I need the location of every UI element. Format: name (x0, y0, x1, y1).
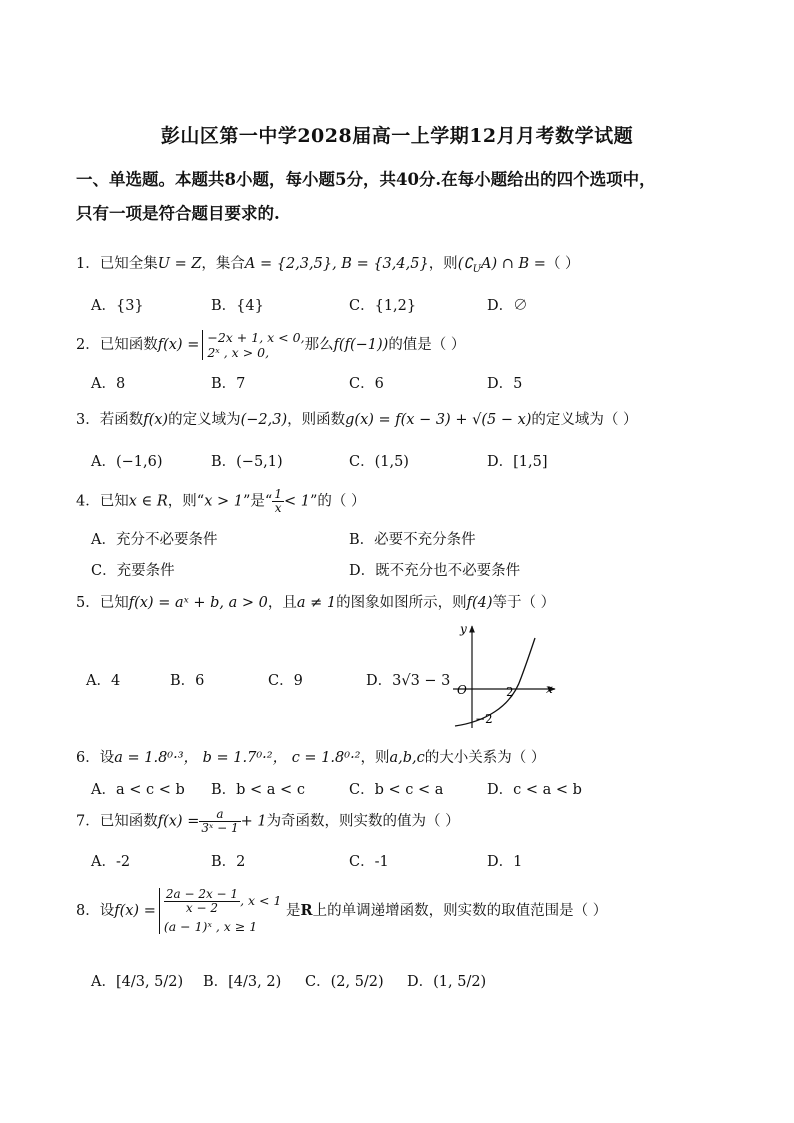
option-c[interactable]: C．6 (349, 376, 384, 392)
q7-math: f(x) = (157, 813, 200, 830)
y-axis-label: y (460, 622, 467, 636)
page-title: 彭山区第一中学2028届高一上学期12月月考数学试题 (160, 125, 634, 147)
q4-math: < 1 (283, 493, 310, 510)
q5-text: ，且 (267, 595, 297, 611)
q3-math: (−2,3) (240, 412, 288, 428)
option-c[interactable]: C．b < c < a (349, 782, 444, 798)
section-heading-line1: 一、单选题。本题共8小题，每小题5分，共40分.在每小题给出的四个选项中， (76, 170, 656, 189)
q7-text: 为奇函数，则实数的值为（ ） (266, 813, 460, 830)
option-d[interactable]: D．5 (487, 376, 523, 392)
q8-piece-2: (a − 1)ˣ , x ≥ 1 (163, 919, 258, 934)
option-d[interactable]: D．c < a < b (487, 782, 582, 798)
q8-text: 上的单调递增函数，则实数的取值范围是（ ） (312, 903, 608, 919)
option-a[interactable]: A．-2 (91, 854, 131, 870)
q4-text: 4．已知 (76, 493, 129, 510)
x-axis-label: x (546, 682, 553, 696)
question-1-stem (76, 252, 726, 275)
option-b[interactable]: B．(−5,1) (211, 454, 283, 470)
q8-fraction (164, 888, 240, 915)
question-7-options (91, 850, 731, 870)
q3-math: g(x) = f(x − 3) + √(5 − x) (345, 412, 532, 428)
q3-text: 的定义域为（ ） (531, 412, 638, 428)
q7-fraction (199, 808, 240, 835)
option-a[interactable]: A．a < c < b (91, 782, 185, 798)
q8-math: f(x) = (114, 903, 156, 919)
option-b[interactable]: B．必要不充分条件 (349, 532, 476, 548)
origin-label: O (457, 683, 467, 697)
q8-fraction-numerator: 2a − 2x − 1 (165, 887, 239, 901)
q1-text: （ ） (545, 256, 580, 272)
x-tick-label: 2 (506, 685, 514, 699)
question-7-stem (76, 808, 726, 835)
question-2-options (91, 372, 731, 392)
q7-fraction-numerator: a (199, 808, 240, 822)
q8-fraction-denominator: x − 2 (185, 901, 218, 915)
q1-math: (∁ (457, 256, 473, 272)
q2-math: f(f(−1)) (333, 337, 389, 353)
option-c[interactable]: C．9 (268, 673, 303, 689)
q5-text: 等于（ ） (492, 595, 556, 611)
option-b[interactable]: B．b < a < c (211, 782, 305, 798)
q8-piecewise (159, 888, 282, 934)
q6-math: a,b,c (389, 750, 425, 766)
question-5-options (86, 669, 726, 689)
q6-text: 6．设 (76, 750, 115, 766)
option-d[interactable]: D．[1,5] (487, 454, 548, 470)
q2-piece-1: −2x + 1, x < 0, (207, 330, 305, 345)
q4-text: ”是“ (242, 493, 273, 510)
q8-text: 8．设 (76, 903, 115, 919)
option-d[interactable]: D．(1, 5/2) (407, 974, 487, 990)
q1-text: ，则 (428, 256, 458, 272)
y-tick-label: −2 (475, 712, 493, 726)
option-b[interactable]: B．7 (211, 376, 246, 392)
q5-text: 的图象如图所示，则 (336, 595, 467, 611)
q8-math: R (300, 902, 313, 919)
option-b[interactable]: B．{4} (211, 298, 264, 314)
q4-math: x > 1 (204, 493, 243, 510)
q4-text: ”的（ ） (309, 493, 366, 510)
q8-piece-1 (164, 888, 282, 915)
question-4-stem (76, 488, 726, 515)
q5-math: f(x) = aˣ + b, a > 0 (128, 595, 268, 611)
q5-math: a ≠ 1 (296, 595, 337, 611)
option-a[interactable]: A．{3} (91, 298, 144, 314)
q8-text: 是 (286, 903, 301, 919)
option-b[interactable]: B．2 (211, 854, 246, 870)
q1-math: A) ∩ B = (481, 256, 546, 272)
option-c[interactable]: C．{1,2} (349, 298, 417, 314)
q1-math: U (472, 263, 482, 275)
option-c[interactable]: C．-1 (349, 854, 389, 870)
q1-math: U = Z (157, 256, 202, 272)
q2-text: 的值是（ ） (388, 337, 466, 353)
option-b[interactable]: B．[4/3, 2) (203, 974, 282, 990)
option-d[interactable]: D．既不充分也不必要条件 (349, 563, 521, 579)
exponential-curve (455, 638, 535, 726)
option-d[interactable]: D．1 (487, 854, 523, 870)
q4-text: ，则“ (167, 493, 205, 510)
question-3-stem (76, 408, 726, 429)
q5-math: f(4) (466, 595, 493, 611)
option-a[interactable]: A．[4/3, 5/2) (91, 974, 184, 990)
option-d[interactable]: D．∅ (487, 298, 528, 314)
question-3-options (91, 450, 731, 470)
option-c[interactable]: C．(1,5) (349, 454, 409, 470)
option-a[interactable]: A．4 (86, 673, 121, 689)
question-5-stem (76, 591, 726, 612)
question-6-stem (76, 746, 726, 767)
q4-fraction (272, 488, 284, 515)
q2-piece-2: 2ˣ , x > 0, (207, 345, 270, 360)
option-d[interactable]: D．3√3 − 3 (366, 673, 451, 689)
question-4-options-row1 (91, 528, 731, 548)
q7-math: + 1 (240, 813, 267, 830)
q3-text: 3．若函数 (76, 412, 144, 428)
section-heading-line2: 只有一项是符合题目要求的. (76, 204, 280, 223)
question-2-stem (76, 330, 726, 360)
q4-fraction-denominator: x (274, 501, 282, 515)
q2-text: 那么 (304, 337, 334, 353)
q7-fraction-denominator: 3ˣ − 1 (201, 821, 239, 835)
q4-math: x ∈ R (128, 493, 168, 510)
question-6-options (91, 778, 731, 798)
option-b[interactable]: B．6 (170, 673, 205, 689)
q5-text: 5．已知 (76, 595, 129, 611)
q2-piecewise (202, 330, 304, 360)
option-a[interactable]: A．充分不必要条件 (91, 532, 218, 548)
q1-math: A = {2,3,5}, B = {3,4,5} (244, 256, 429, 272)
q3-text: 的定义域为 (168, 412, 241, 428)
question-8-options (91, 970, 731, 990)
option-c[interactable]: C．充要条件 (91, 563, 175, 579)
option-c[interactable]: C．(2, 5/2) (305, 974, 384, 990)
q7-text: 7．已知函数 (76, 813, 158, 830)
question-1-options (91, 294, 731, 314)
option-a[interactable]: A．8 (91, 376, 126, 392)
q6-text: 的大小关系为（ ） (424, 750, 546, 766)
question-8-stem (76, 888, 726, 934)
q6-text: ，则 (360, 750, 390, 766)
q5-function-graph (443, 620, 573, 732)
option-a[interactable]: A．(−1,6) (91, 454, 163, 470)
q2-math: f(x) = (157, 337, 200, 353)
q1-text: ，集合 (201, 256, 245, 272)
q6-math: a = 1.8⁰·³， b = 1.7⁰·²， c = 1.8⁰·² (114, 750, 361, 766)
q3-text: ，则函数 (287, 412, 346, 428)
q3-math: f(x) (143, 412, 169, 428)
question-4-options-row2 (91, 559, 731, 579)
q8-piece-1-condition: , x < 1 (240, 893, 282, 908)
q4-fraction-numerator: 1 (274, 487, 282, 501)
q2-text: 2．已知函数 (76, 337, 158, 353)
q1-text: 1．已知全集 (76, 256, 158, 272)
